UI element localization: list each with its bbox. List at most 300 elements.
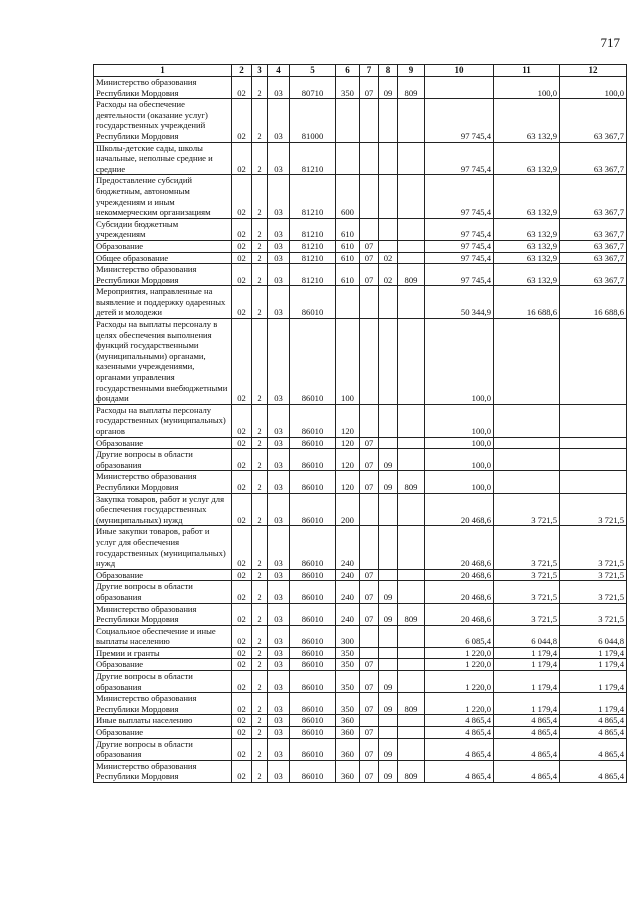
column-header-1: 1 [94, 65, 232, 77]
amount-col-11-cell: 63 132,9 [494, 240, 560, 252]
column-header-12: 12 [560, 65, 627, 77]
amount-col-10-cell: 97 745,4 [425, 264, 494, 286]
code-col-9-cell [398, 449, 425, 471]
code-col-6-cell: 360 [336, 727, 360, 739]
code-col-8-cell [379, 659, 398, 671]
item-name-cell: Министерство образования Республики Мордовия [94, 264, 232, 286]
code-col-4-cell: 03 [268, 603, 290, 625]
code-col-9-cell [398, 286, 425, 319]
code-col-3-cell: 2 [252, 252, 268, 264]
amount-col-10-cell: 20 468,6 [425, 526, 494, 569]
code-col-5-cell: 80710 [290, 77, 336, 99]
code-col-8-cell: 02 [379, 252, 398, 264]
table-row [94, 449, 627, 471]
code-col-7-cell: 07 [360, 77, 379, 99]
code-col-4-cell: 03 [268, 404, 290, 437]
amount-col-12-cell [560, 404, 627, 437]
code-col-3-cell: 2 [252, 738, 268, 760]
code-col-3-cell: 2 [252, 142, 268, 175]
code-col-2-cell: 02 [232, 319, 252, 405]
code-col-6-cell: 610 [336, 252, 360, 264]
code-col-6-cell: 240 [336, 526, 360, 569]
table-row [94, 471, 627, 493]
code-col-4-cell: 03 [268, 77, 290, 99]
code-col-8-cell [379, 715, 398, 727]
item-name-cell: Министерство образования Республики Мордовия [94, 693, 232, 715]
code-col-4-cell: 03 [268, 581, 290, 603]
item-name-cell: Предоставление субсидий бюджетным, автономным учреждениям и иным некоммерческим организациям [94, 175, 232, 218]
code-col-4-cell: 03 [268, 286, 290, 319]
item-name-cell: Расходы на выплаты персоналу государственных (муниципальных) органов [94, 404, 232, 437]
table-row [94, 264, 627, 286]
code-col-2-cell: 02 [232, 286, 252, 319]
code-col-7-cell: 07 [360, 437, 379, 449]
amount-col-12-cell: 1 179,4 [560, 671, 627, 693]
code-col-6-cell: 360 [336, 760, 360, 782]
code-col-8-cell [379, 493, 398, 526]
code-col-7-cell [360, 218, 379, 240]
amount-col-12-cell: 63 367,7 [560, 264, 627, 286]
code-col-2-cell: 02 [232, 693, 252, 715]
page-number: 717 [600, 35, 620, 50]
amount-col-12-cell [560, 449, 627, 471]
table-row [94, 240, 627, 252]
code-col-3-cell: 2 [252, 240, 268, 252]
code-col-7-cell: 07 [360, 581, 379, 603]
amount-col-10-cell: 97 745,4 [425, 218, 494, 240]
code-col-8-cell [379, 142, 398, 175]
code-col-9-cell [398, 659, 425, 671]
amount-col-11-cell: 63 132,9 [494, 99, 560, 142]
budget-table [93, 64, 627, 783]
code-col-2-cell: 02 [232, 727, 252, 739]
table-row [94, 286, 627, 319]
code-col-2-cell: 02 [232, 603, 252, 625]
amount-col-12-cell: 6 044,8 [560, 625, 627, 647]
code-col-7-cell [360, 142, 379, 175]
code-col-5-cell: 86010 [290, 625, 336, 647]
code-col-4-cell: 03 [268, 671, 290, 693]
code-col-9-cell [398, 99, 425, 142]
code-col-5-cell: 86010 [290, 671, 336, 693]
amount-col-12-cell: 3 721,5 [560, 526, 627, 569]
table-row [94, 99, 627, 142]
table-row [94, 659, 627, 671]
code-col-9-cell [398, 625, 425, 647]
code-col-6-cell: 240 [336, 603, 360, 625]
code-col-4-cell: 03 [268, 319, 290, 405]
item-name-cell: Другие вопросы в области образования [94, 449, 232, 471]
amount-col-12-cell: 3 721,5 [560, 493, 627, 526]
amount-col-11-cell: 16 688,6 [494, 286, 560, 319]
item-name-cell: Другие вопросы в области образования [94, 671, 232, 693]
amount-col-11-cell: 3 721,5 [494, 526, 560, 569]
code-col-5-cell: 86010 [290, 526, 336, 569]
code-col-7-cell: 07 [360, 659, 379, 671]
amount-col-11-cell: 3 721,5 [494, 569, 560, 581]
table-row [94, 437, 627, 449]
code-col-5-cell: 81210 [290, 218, 336, 240]
code-col-8-cell [379, 240, 398, 252]
code-col-5-cell: 86010 [290, 493, 336, 526]
amount-col-11-cell: 63 132,9 [494, 175, 560, 218]
amount-col-12-cell: 1 179,4 [560, 693, 627, 715]
amount-col-10-cell: 20 468,6 [425, 603, 494, 625]
amount-col-11-cell: 1 179,4 [494, 659, 560, 671]
table-header-row [94, 65, 627, 77]
column-header-2: 2 [232, 65, 252, 77]
code-col-5-cell: 81210 [290, 264, 336, 286]
code-col-2-cell: 02 [232, 404, 252, 437]
amount-col-10-cell: 20 468,6 [425, 569, 494, 581]
code-col-7-cell [360, 647, 379, 659]
table-row [94, 738, 627, 760]
item-name-cell: Министерство образования Республики Мордовия [94, 760, 232, 782]
code-col-8-cell [379, 625, 398, 647]
amount-col-10-cell: 100,0 [425, 449, 494, 471]
item-name-cell: Министерство образования Республики Мордовия [94, 77, 232, 99]
code-col-3-cell: 2 [252, 526, 268, 569]
code-col-2-cell: 02 [232, 569, 252, 581]
column-header-3: 3 [252, 65, 268, 77]
amount-col-10-cell: 4 865,4 [425, 760, 494, 782]
amount-col-10-cell [425, 77, 494, 99]
code-col-9-cell [398, 404, 425, 437]
code-col-6-cell: 240 [336, 569, 360, 581]
code-col-4-cell: 03 [268, 526, 290, 569]
code-col-3-cell: 2 [252, 647, 268, 659]
code-col-8-cell [379, 175, 398, 218]
table-row [94, 603, 627, 625]
amount-col-12-cell: 1 179,4 [560, 647, 627, 659]
item-name-cell: Иные выплаты населению [94, 715, 232, 727]
code-col-9-cell [398, 142, 425, 175]
code-col-7-cell: 07 [360, 240, 379, 252]
code-col-5-cell: 86010 [290, 659, 336, 671]
code-col-7-cell: 07 [360, 693, 379, 715]
code-col-3-cell: 2 [252, 449, 268, 471]
code-col-8-cell [379, 99, 398, 142]
code-col-3-cell: 2 [252, 659, 268, 671]
amount-col-11-cell: 63 132,9 [494, 264, 560, 286]
code-col-8-cell [379, 569, 398, 581]
code-col-8-cell [379, 218, 398, 240]
code-col-3-cell: 2 [252, 218, 268, 240]
code-col-9-cell: 809 [398, 264, 425, 286]
code-col-9-cell: 809 [398, 471, 425, 493]
amount-col-10-cell: 6 085,4 [425, 625, 494, 647]
amount-col-11-cell: 100,0 [494, 77, 560, 99]
amount-col-11-cell [494, 437, 560, 449]
code-col-9-cell [398, 526, 425, 569]
table-row [94, 526, 627, 569]
code-col-5-cell: 86010 [290, 437, 336, 449]
amount-col-10-cell: 4 865,4 [425, 738, 494, 760]
code-col-6-cell: 360 [336, 738, 360, 760]
code-col-5-cell: 81210 [290, 240, 336, 252]
code-col-4-cell: 03 [268, 647, 290, 659]
code-col-9-cell: 809 [398, 760, 425, 782]
amount-col-12-cell: 100,0 [560, 77, 627, 99]
amount-col-10-cell: 97 745,4 [425, 142, 494, 175]
table-row [94, 647, 627, 659]
code-col-7-cell: 07 [360, 671, 379, 693]
code-col-6-cell: 600 [336, 175, 360, 218]
code-col-5-cell: 86010 [290, 727, 336, 739]
code-col-4-cell: 03 [268, 449, 290, 471]
amount-col-11-cell [494, 404, 560, 437]
code-col-4-cell: 03 [268, 659, 290, 671]
table-row [94, 252, 627, 264]
amount-col-11-cell [494, 449, 560, 471]
amount-col-12-cell: 3 721,5 [560, 581, 627, 603]
amount-col-10-cell: 100,0 [425, 437, 494, 449]
code-col-9-cell [398, 738, 425, 760]
code-col-3-cell: 2 [252, 715, 268, 727]
code-col-6-cell: 120 [336, 404, 360, 437]
code-col-8-cell [379, 404, 398, 437]
code-col-3-cell: 2 [252, 625, 268, 647]
code-col-8-cell: 09 [379, 760, 398, 782]
code-col-4-cell: 03 [268, 142, 290, 175]
column-header-8: 8 [379, 65, 398, 77]
code-col-9-cell [398, 437, 425, 449]
code-col-8-cell [379, 526, 398, 569]
code-col-3-cell: 2 [252, 760, 268, 782]
code-col-3-cell: 2 [252, 437, 268, 449]
code-col-6-cell: 240 [336, 581, 360, 603]
code-col-7-cell [360, 715, 379, 727]
amount-col-12-cell: 63 367,7 [560, 252, 627, 264]
code-col-7-cell: 07 [360, 727, 379, 739]
code-col-3-cell: 2 [252, 175, 268, 218]
table-row [94, 404, 627, 437]
amount-col-12-cell: 4 865,4 [560, 738, 627, 760]
code-col-6-cell: 300 [336, 625, 360, 647]
code-col-4-cell: 03 [268, 760, 290, 782]
amount-col-10-cell: 50 344,9 [425, 286, 494, 319]
amount-col-12-cell: 16 688,6 [560, 286, 627, 319]
amount-col-11-cell: 1 179,4 [494, 647, 560, 659]
code-col-8-cell: 02 [379, 264, 398, 286]
item-name-cell: Образование [94, 659, 232, 671]
amount-col-11-cell: 63 132,9 [494, 252, 560, 264]
item-name-cell: Иные закупки товаров, работ и услуг для обеспечения государственных (муниципальных) нужд [94, 526, 232, 569]
amount-col-10-cell: 20 468,6 [425, 581, 494, 603]
amount-col-10-cell: 4 865,4 [425, 727, 494, 739]
code-col-4-cell: 03 [268, 625, 290, 647]
table-row [94, 625, 627, 647]
amount-col-10-cell: 20 468,6 [425, 493, 494, 526]
code-col-5-cell: 86010 [290, 693, 336, 715]
code-col-7-cell [360, 319, 379, 405]
code-col-6-cell [336, 142, 360, 175]
code-col-9-cell: 809 [398, 77, 425, 99]
code-col-3-cell: 2 [252, 286, 268, 319]
amount-col-11-cell: 3 721,5 [494, 603, 560, 625]
code-col-2-cell: 02 [232, 671, 252, 693]
table-body [94, 77, 627, 783]
amount-col-11-cell: 3 721,5 [494, 493, 560, 526]
table-row [94, 727, 627, 739]
table-row [94, 693, 627, 715]
code-col-2-cell: 02 [232, 142, 252, 175]
code-col-4-cell: 03 [268, 569, 290, 581]
code-col-9-cell [398, 569, 425, 581]
code-col-4-cell: 03 [268, 493, 290, 526]
code-col-9-cell [398, 581, 425, 603]
code-col-6-cell: 200 [336, 493, 360, 526]
column-header-10: 10 [425, 65, 494, 77]
column-header-4: 4 [268, 65, 290, 77]
code-col-5-cell: 86010 [290, 760, 336, 782]
code-col-4-cell: 03 [268, 715, 290, 727]
code-col-3-cell: 2 [252, 727, 268, 739]
code-col-4-cell: 03 [268, 727, 290, 739]
amount-col-10-cell: 97 745,4 [425, 252, 494, 264]
amount-col-11-cell: 4 865,4 [494, 760, 560, 782]
code-col-6-cell: 350 [336, 77, 360, 99]
amount-col-12-cell [560, 471, 627, 493]
item-name-cell: Школы-детские сады, школы начальные, неполные средние и средние [94, 142, 232, 175]
table-row [94, 760, 627, 782]
code-col-6-cell: 610 [336, 264, 360, 286]
code-col-4-cell: 03 [268, 264, 290, 286]
code-col-8-cell [379, 319, 398, 405]
code-col-4-cell: 03 [268, 693, 290, 715]
code-col-2-cell: 02 [232, 647, 252, 659]
code-col-9-cell [398, 671, 425, 693]
item-name-cell: Образование [94, 569, 232, 581]
code-col-4-cell: 03 [268, 471, 290, 493]
amount-col-11-cell [494, 319, 560, 405]
item-name-cell: Социальное обеспечение и иные выплаты населению [94, 625, 232, 647]
item-name-cell: Образование [94, 240, 232, 252]
amount-col-12-cell [560, 437, 627, 449]
code-col-8-cell: 09 [379, 449, 398, 471]
item-name-cell: Закупка товаров, работ и услуг для обеспечения государственных (муниципальных) нужд [94, 493, 232, 526]
amount-col-12-cell: 63 367,7 [560, 240, 627, 252]
amount-col-10-cell: 97 745,4 [425, 240, 494, 252]
code-col-5-cell: 86010 [290, 738, 336, 760]
item-name-cell: Мероприятия, направленные на выявление и поддержку одаренных детей и молодежи [94, 286, 232, 319]
amount-col-12-cell: 63 367,7 [560, 142, 627, 175]
code-col-7-cell [360, 175, 379, 218]
amount-col-11-cell: 4 865,4 [494, 738, 560, 760]
item-name-cell: Общее образование [94, 252, 232, 264]
item-name-cell: Министерство образования Республики Мордовия [94, 603, 232, 625]
code-col-7-cell: 07 [360, 760, 379, 782]
amount-col-10-cell: 1 220,0 [425, 693, 494, 715]
amount-col-11-cell: 4 865,4 [494, 727, 560, 739]
item-name-cell: Министерство образования Республики Мордовия [94, 471, 232, 493]
amount-col-10-cell: 4 865,4 [425, 715, 494, 727]
amount-col-12-cell: 63 367,7 [560, 218, 627, 240]
amount-col-12-cell: 63 367,7 [560, 175, 627, 218]
code-col-8-cell: 09 [379, 671, 398, 693]
code-col-8-cell: 09 [379, 581, 398, 603]
code-col-8-cell [379, 647, 398, 659]
code-col-2-cell: 02 [232, 471, 252, 493]
item-name-cell: Субсидии бюджетным учреждениям [94, 218, 232, 240]
code-col-4-cell: 03 [268, 218, 290, 240]
amount-col-12-cell: 3 721,5 [560, 569, 627, 581]
code-col-7-cell [360, 493, 379, 526]
code-col-7-cell: 07 [360, 471, 379, 493]
amount-col-11-cell: 63 132,9 [494, 142, 560, 175]
code-col-2-cell: 02 [232, 218, 252, 240]
code-col-7-cell [360, 404, 379, 437]
table-row [94, 175, 627, 218]
code-col-3-cell: 2 [252, 264, 268, 286]
amount-col-10-cell: 1 220,0 [425, 647, 494, 659]
item-name-cell: Образование [94, 727, 232, 739]
code-col-3-cell: 2 [252, 77, 268, 99]
amount-col-10-cell: 100,0 [425, 319, 494, 405]
code-col-3-cell: 2 [252, 581, 268, 603]
amount-col-11-cell: 4 865,4 [494, 715, 560, 727]
code-col-9-cell [398, 240, 425, 252]
code-col-6-cell: 120 [336, 471, 360, 493]
code-col-5-cell: 81000 [290, 99, 336, 142]
amount-col-10-cell: 97 745,4 [425, 99, 494, 142]
code-col-6-cell: 350 [336, 659, 360, 671]
code-col-5-cell: 86010 [290, 647, 336, 659]
code-col-7-cell [360, 286, 379, 319]
table-row [94, 569, 627, 581]
amount-col-12-cell: 1 179,4 [560, 659, 627, 671]
item-name-cell: Образование [94, 437, 232, 449]
code-col-6-cell: 350 [336, 693, 360, 715]
code-col-6-cell: 350 [336, 647, 360, 659]
code-col-8-cell: 09 [379, 603, 398, 625]
amount-col-11-cell [494, 471, 560, 493]
column-header-6: 6 [336, 65, 360, 77]
code-col-4-cell: 03 [268, 437, 290, 449]
item-name-cell: Другие вопросы в области образования [94, 581, 232, 603]
table-row [94, 715, 627, 727]
code-col-4-cell: 03 [268, 738, 290, 760]
code-col-6-cell: 120 [336, 449, 360, 471]
code-col-7-cell [360, 99, 379, 142]
code-col-2-cell: 02 [232, 252, 252, 264]
amount-col-11-cell: 3 721,5 [494, 581, 560, 603]
table-row [94, 493, 627, 526]
code-col-7-cell [360, 526, 379, 569]
code-col-3-cell: 2 [252, 493, 268, 526]
code-col-5-cell: 81210 [290, 252, 336, 264]
code-col-5-cell: 86010 [290, 319, 336, 405]
code-col-2-cell: 02 [232, 659, 252, 671]
code-col-8-cell: 09 [379, 738, 398, 760]
table-row [94, 671, 627, 693]
code-col-5-cell: 86010 [290, 471, 336, 493]
item-name-cell: Премии и гранты [94, 647, 232, 659]
column-header-7: 7 [360, 65, 379, 77]
code-col-6-cell: 610 [336, 240, 360, 252]
column-header-11: 11 [494, 65, 560, 77]
code-col-2-cell: 02 [232, 437, 252, 449]
table-row [94, 142, 627, 175]
code-col-7-cell: 07 [360, 449, 379, 471]
code-col-2-cell: 02 [232, 760, 252, 782]
code-col-4-cell: 03 [268, 252, 290, 264]
code-col-7-cell: 07 [360, 603, 379, 625]
code-col-7-cell [360, 625, 379, 647]
code-col-9-cell: 809 [398, 603, 425, 625]
code-col-7-cell: 07 [360, 252, 379, 264]
code-col-2-cell: 02 [232, 99, 252, 142]
